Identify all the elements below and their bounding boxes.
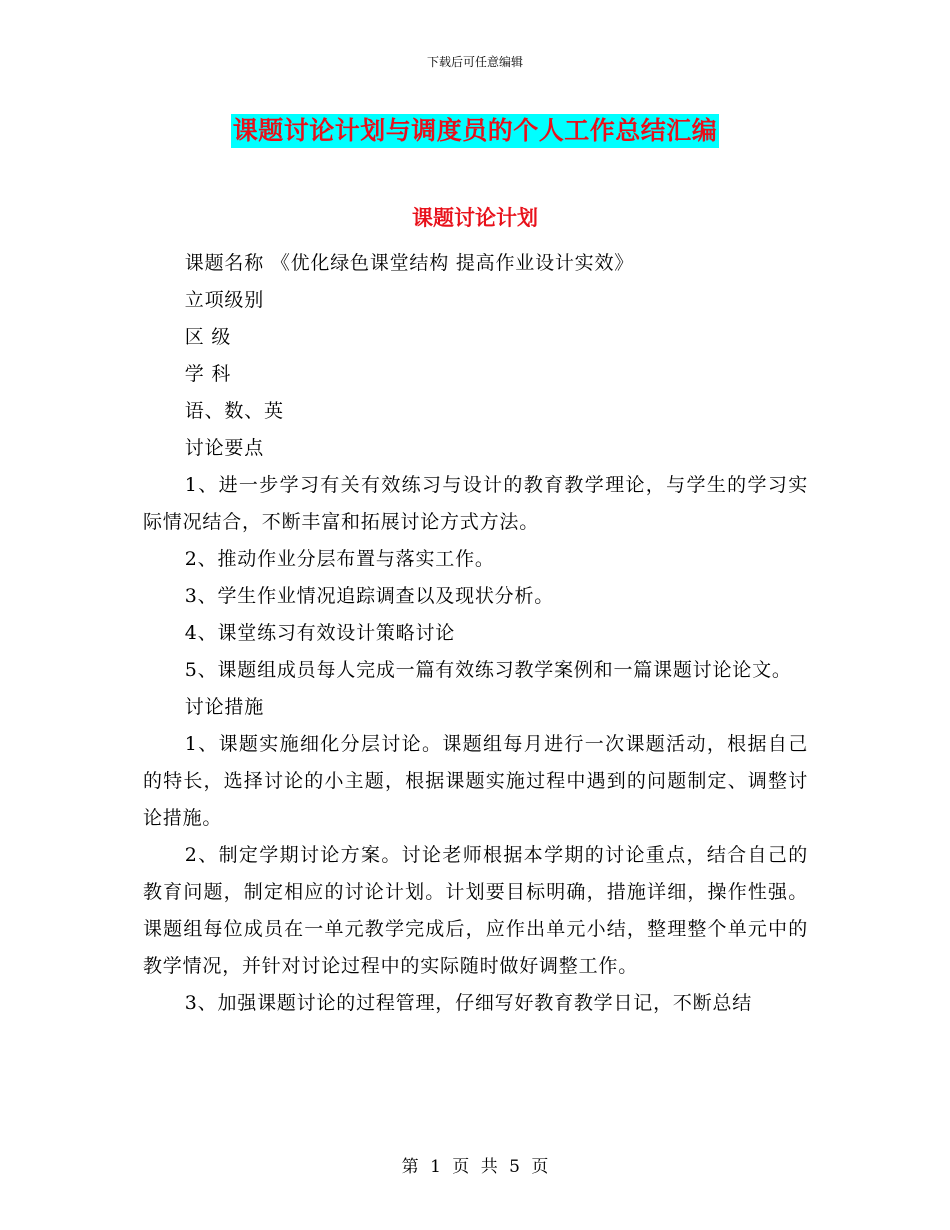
paragraph: 讨论要点 bbox=[184, 437, 264, 459]
paragraph: 讨论措施 bbox=[184, 696, 264, 718]
paragraph: 2、制定学期讨论方案。讨论老师根据本学期的讨论重点，结合自己的教育问题，制定相应的讨论计划。计划要目标明确，措施详细，操作性强。课题组每位成员在一单元教学完成后，应作出单元小结，整理整个单元中的教学情况，并针对讨论过程中的实际随时做好调整工作。 bbox=[143, 844, 808, 977]
paragraph: 立项级别 bbox=[184, 289, 264, 311]
paragraph: 3、加强课题讨论的过程管理，仔细写好教育教学日记，不断总结 bbox=[184, 992, 753, 1014]
document-title-text: 课题讨论计划与调度员的个人工作总结汇编 bbox=[231, 114, 720, 148]
paragraph: 1、进一步学习有关有效练习与设计的教育教学理论，与学生的学习实际情况结合，不断丰富和拓展讨论方式方法。 bbox=[143, 474, 808, 533]
document-body bbox=[143, 245, 808, 1022]
paragraph: 1、课题实施细化分层讨论。课题组每月进行一次课题活动，根据自己的特长，选择讨论的小主题，根据课题实施过程中遇到的问题制定、调整讨论措施。 bbox=[143, 733, 808, 829]
paragraph: 区 级 bbox=[184, 326, 232, 348]
paragraph: 3、学生作业情况追踪调查以及现状分析。 bbox=[184, 585, 555, 607]
paragraph: 4、课堂练习有效设计策略讨论 bbox=[184, 622, 456, 644]
paragraph: 语、数、英 bbox=[184, 400, 284, 422]
section-title: 课题讨论计划 bbox=[412, 206, 538, 230]
paragraph: 2、推动作业分层布置与落实工作。 bbox=[184, 548, 495, 570]
page-footer: 第 1 页 共 5 页 bbox=[401, 1157, 549, 1177]
paragraph: 5、课题组成员每人完成一篇有效练习教学案例和一篇课题讨论论文。 bbox=[184, 659, 792, 681]
document-title bbox=[0, 114, 950, 151]
paragraph: 课题名称 《优化绿色课堂结构 提高作业设计实效》 bbox=[184, 252, 635, 274]
page-header-note: 下载后可任意编辑 bbox=[426, 55, 523, 69]
paragraph: 学 科 bbox=[184, 363, 232, 385]
